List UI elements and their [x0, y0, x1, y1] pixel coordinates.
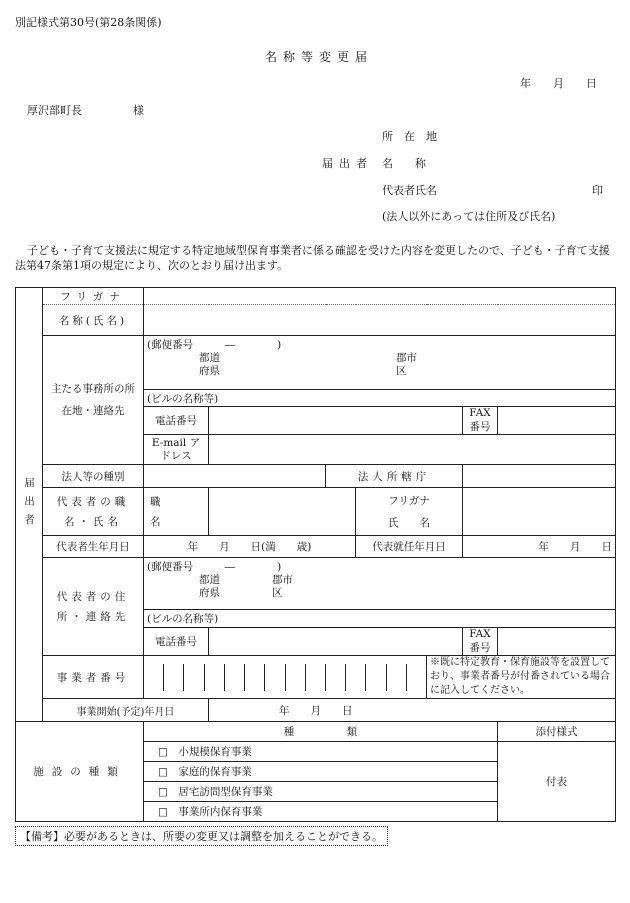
attach-header: 添付様式: [498, 722, 616, 742]
fax-label: FAX番号: [463, 407, 498, 435]
rep-name-label: [356, 488, 463, 536]
daihyo-label: 代表者氏名: [382, 184, 437, 197]
office-label: 主たる事務所の所在地・連絡先: [43, 336, 144, 465]
rep-start-field[interactable]: 年 月 日: [463, 536, 616, 558]
rep-tel-label: 電話番号: [144, 628, 209, 656]
fax-field[interactable]: [498, 407, 616, 435]
rep-title-field[interactable]: [209, 488, 356, 536]
rep-todo-label: 都道: [199, 574, 220, 586]
biz-start-field[interactable]: 年 月 日: [209, 699, 616, 722]
rep-shimei-label: 氏 名: [388, 516, 430, 529]
rep-name-field[interactable]: [463, 488, 616, 536]
side-label: 届出者: [16, 288, 43, 722]
rep-postal-label: (郵便番号 ― ): [147, 561, 282, 573]
kind-option-visit[interactable]: □ 居宅訪問型保育事業: [144, 782, 498, 802]
biz-no-label: 事業者番号: [43, 656, 144, 699]
building-label: (ビルの名称等): [147, 392, 219, 405]
email-label: E-mail アドレス: [144, 435, 209, 465]
fuken-label: 府県: [199, 365, 220, 377]
shoku-label: 職: [150, 495, 161, 508]
gunshi-label: 郡市: [396, 352, 417, 364]
todo-label: 都道: [199, 352, 220, 364]
form-table: [15, 287, 616, 822]
name-field[interactable]: [144, 305, 616, 336]
page-title: 名称等変更届: [265, 50, 374, 64]
tel-label: 電話番号: [144, 407, 209, 435]
rep-birth-label: 代表者生年月日: [43, 536, 144, 558]
rep-building-label: (ビルの名称等): [147, 613, 219, 625]
corp-type-field[interactable]: [144, 465, 326, 488]
corp-office-label: 法人所轄庁: [326, 465, 463, 488]
seal-mark: 印: [592, 184, 603, 197]
addressee: 厚沢部町長: [27, 104, 82, 117]
form-reference: 別記様式第30号(第28条関係): [15, 16, 162, 29]
biz-no-note: ※既に特定教育・保育施設等を設置しており、事業者番号が付番されている場合に記入してください。: [427, 656, 616, 699]
biz-no-digits: [144, 664, 426, 691]
rep-tel-field[interactable]: [209, 628, 463, 656]
addressee-honorific: 様: [133, 104, 144, 117]
email-field[interactable]: [209, 435, 616, 465]
ku-label: 区: [396, 365, 407, 377]
furigana-label: フリガナ: [43, 288, 144, 305]
rep-address-label: 代表者の住所・連絡先: [43, 558, 144, 656]
rep-gunshi-label: 郡市: [272, 574, 293, 586]
office-address-field[interactable]: [144, 336, 616, 390]
applicant-note: (法人以外にあっては住所及び氏名): [382, 210, 556, 223]
building-field[interactable]: [144, 390, 616, 407]
corp-type-label: 法人等の種別: [43, 465, 144, 488]
rep-title-name-label: 代表者の職名・氏名: [43, 488, 144, 536]
rep-address-field[interactable]: [144, 558, 616, 610]
todokede-label: 届出者: [322, 157, 373, 170]
postal-label: (郵便番号 ― ): [147, 339, 282, 351]
name-label: 名称(氏名): [43, 305, 144, 336]
rep-building-field[interactable]: [144, 610, 616, 628]
furigana-field[interactable]: [144, 288, 616, 305]
kind-option-home[interactable]: □ 家庭的保育事業: [144, 762, 498, 782]
rep-furigana-label: フリガナ: [388, 494, 430, 507]
biz-start-label: 事業開始(予定)年月日: [43, 699, 209, 722]
intro-paragraph: 子ども・子育て支援法に規定する特定地域型保育事業者に係る確認を受けた内容を変更したので、子ども・子育て支援法第47条第1項の規定により、次のとおり届け出ます。: [15, 244, 610, 272]
rep-fax-label: FAX番号: [463, 628, 498, 656]
biz-no-field[interactable]: [144, 656, 427, 699]
rep-fuken-label: 府県: [199, 587, 220, 599]
facility-type-label: 施設の種類: [16, 722, 144, 822]
rep-fax-field[interactable]: [498, 628, 616, 656]
shozaichi-label: 所 在 地: [382, 130, 437, 143]
meisho-label: 名 称: [382, 157, 426, 170]
kind-header: 種 類: [144, 722, 498, 742]
date-line: 年 月 日: [520, 77, 597, 90]
kind-option-small[interactable]: □ 小規模保育事業: [144, 742, 498, 762]
rep-ku-label: 区: [272, 587, 283, 599]
shoku-mei-label: [144, 488, 209, 536]
fuhyo-cell: 付表: [498, 742, 616, 822]
rep-start-label: 代表就任年月日: [356, 536, 463, 558]
corp-office-field[interactable]: [463, 465, 616, 488]
remarks-note: 【備考】必要があるときは、所要の変更又は調整を加えることができる。: [15, 826, 388, 846]
tel-field[interactable]: [209, 407, 463, 435]
kind-option-office[interactable]: □ 事業所内保育事業: [144, 802, 498, 822]
mei-label: 名: [150, 515, 161, 528]
rep-birth-field[interactable]: 年 月 日(満 歳): [144, 536, 356, 558]
